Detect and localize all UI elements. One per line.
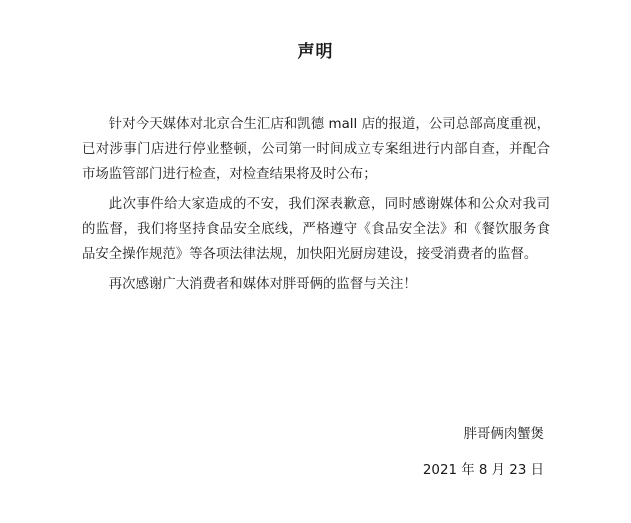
statement-title: 声明 bbox=[297, 42, 334, 62]
paragraph-2: 此次事件给大家造成的不安，我们深表歉意，同时感谢媒体和公众对我司的监督，我们将坚持食品安全底线，严格遵守《食品安全法》和《餐饮服务食品安全操作规范》等各项法律法规，加快阳光厨房建设，接受消费者的监督。 bbox=[82, 197, 550, 262]
statement-body bbox=[82, 112, 550, 302]
paragraph-3: 再次感谢广大消费者和媒体对胖哥俩的监督与关注！ bbox=[108, 277, 417, 292]
signature-date: 2021 年 8 月 23 日 bbox=[422, 463, 544, 478]
signature-company: 胖哥俩肉蟹煲 bbox=[463, 427, 544, 442]
signature-block bbox=[0, 425, 544, 481]
paragraph-1: 针对今天媒体对北京合生汇店和凯德 mall 店的报道，公司总部高度重视，已对涉事门店进行停业整顿，公司第一时间成立专案组进行内部自查，并配合市场监管部门进行检查，对检查结果将及时公布； bbox=[82, 117, 550, 182]
